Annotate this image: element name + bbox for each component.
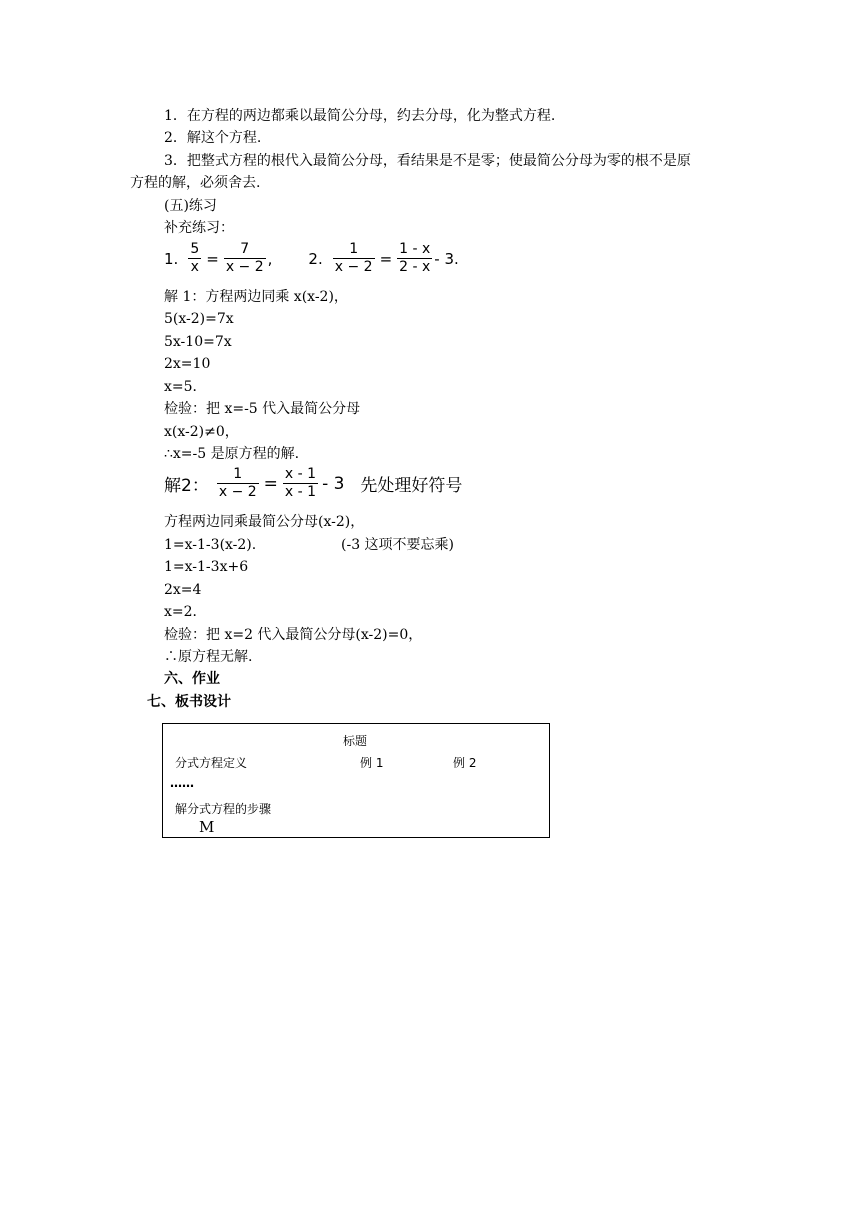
step-3-cont: 方程的解，必须舍去. [130, 175, 261, 191]
exercise-1-lhs-fraction [188, 241, 201, 276]
exercise-2-label: 2. [308, 249, 323, 268]
fraction-denominator: 2 - x [399, 259, 431, 275]
sol1-line: ∴x=-5 是原方程的解. [164, 446, 300, 462]
sol1-line: 2x=10 [164, 356, 211, 372]
step-3: 3．把整式方程的根代入最简公分母，看结果是不是零；使最简公分母为零的根不是原 [164, 153, 691, 169]
board-design-box [162, 723, 550, 838]
sol2-lhs-fraction [217, 466, 259, 501]
exercise-1-rhs-fraction [224, 241, 266, 276]
exercise-2-lhs-fraction [333, 241, 375, 276]
sol1-line: 5x-10=7x [164, 334, 232, 350]
sol2-line: 2x=4 [164, 582, 202, 598]
sol1-line: 检验：把 x=-5 代入最简公分母 [164, 401, 361, 417]
fraction-denominator: x − 2 [334, 259, 373, 275]
board-steps-label: 解分式方程的步骤 [175, 802, 272, 816]
sol2-rhs-fraction [283, 466, 318, 501]
fraction-denominator: x − 2 [225, 259, 264, 275]
sol1-line: x(x-2)≠0， [164, 424, 239, 440]
section-board-design-heading: 七、板书设计 [147, 694, 231, 710]
fraction-numerator: 5 [190, 241, 200, 257]
sol2-line: ∴原方程无解. [164, 649, 253, 665]
board-ellipsis: …… [170, 776, 194, 790]
board-definition: 分式方程定义 [175, 756, 248, 770]
fraction-denominator: x − 2 [218, 484, 257, 500]
fraction-numerator: x - 1 [284, 466, 317, 482]
sol1-line: x=5． [164, 379, 207, 395]
sol2-tail: - 3 [322, 473, 345, 494]
sol2-remark: (-3 这项不要忘乘) [341, 537, 455, 553]
fraction-denominator: x - 1 [284, 484, 317, 500]
exercise-2-rhs-fraction [397, 241, 432, 276]
sol2-line: x=2． [164, 604, 207, 620]
step-1: 1．在方程的两边都乘以最简公分母，约去分母，化为整式方程. [164, 108, 556, 124]
equals-sign: = [263, 473, 278, 494]
fraction-numerator: 1 - x [399, 241, 431, 257]
exercise-1-comma: , [267, 249, 273, 268]
section-homework-heading: 六、作业 [164, 671, 220, 687]
fraction-numerator: 1 [233, 466, 243, 482]
sol2-label: 解2： [164, 476, 209, 496]
sol2-note: 先处理好符号 [360, 476, 463, 496]
exercise-2-tail: - 3. [434, 249, 459, 268]
board-letter: M [199, 818, 215, 836]
board-title: 标题 [343, 734, 368, 748]
sol2-line: 检验：把 x=2 代入最简公分母(x-2)=0， [164, 627, 423, 643]
equals-sign: = [379, 249, 393, 268]
step-2: 2．解这个方程. [164, 130, 262, 146]
sol1-line: 解 1：方程两边同乘 x(x-2)， [164, 289, 348, 305]
exercise-row [164, 241, 459, 276]
exercise-1-label: 1. [164, 249, 179, 268]
fraction-numerator: 1 [349, 241, 359, 257]
sol2-line: 1=x-1-3(x-2). [164, 537, 257, 553]
board-example-2: 例 2 [453, 756, 477, 770]
board-example-1: 例 1 [360, 756, 384, 770]
sol2-header [164, 466, 462, 501]
section-practice-heading: (五)练习 [164, 198, 217, 214]
sol2-line: 方程两边同乘最简公分母(x-2)， [164, 514, 365, 530]
sol1-line: 5(x-2)=7x [164, 311, 234, 327]
equals-sign: = [206, 249, 219, 268]
fraction-denominator: x [188, 258, 201, 276]
supplement-label: 补充练习： [164, 220, 234, 236]
sol2-line: 1=x-1-3x+6 [164, 559, 249, 575]
fraction-numerator: 7 [240, 241, 250, 257]
